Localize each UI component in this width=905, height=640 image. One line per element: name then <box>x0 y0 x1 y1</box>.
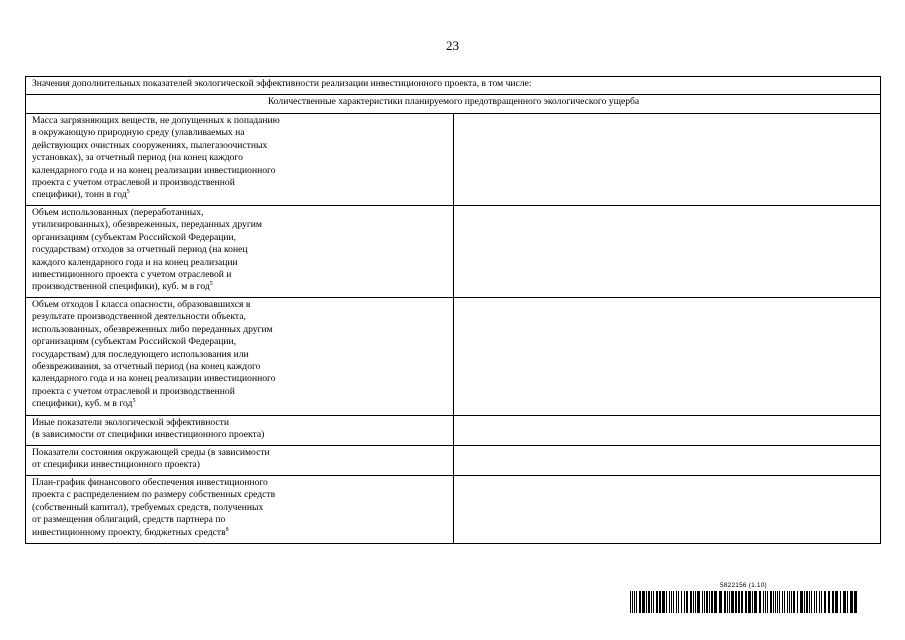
row-label-line: специфики), тонн в год <box>32 189 127 201</box>
table-row <box>26 298 881 416</box>
row-value[interactable] <box>453 114 881 206</box>
row-label <box>26 476 454 544</box>
row-label-line: Объем отходов I класса опасности, образовавшихся в <box>32 299 251 310</box>
table-row <box>26 446 881 476</box>
row-label-line: инвестиционному проекту, бюджетных средств <box>32 526 226 538</box>
row-label <box>26 114 454 206</box>
row-label-line: организациям (субъектам Российской Федерации, <box>32 231 237 243</box>
row-label-line: организациям (субъектам Российской Федерации, <box>32 336 237 348</box>
row-label-line: (собственный капитал), требуемых средств, полученных <box>32 501 264 513</box>
row-label-line: производственной специфики), куб. м в год <box>32 281 210 293</box>
row-value[interactable] <box>453 416 881 446</box>
barcode-number: 5822156 (1.10) <box>720 582 767 589</box>
footnote-marker: 5 <box>132 398 136 405</box>
row-label-line: проекта с учетом отраслевой и производственной <box>32 177 235 189</box>
footnote-marker: 8 <box>225 526 229 533</box>
row-label-line: инвестиционного проекта с учетом отраслевой и <box>32 269 232 281</box>
row-label-line: действующих очистных сооружениях, пылегазоочистных <box>32 139 268 151</box>
row-label-line: результате производственной деятельности объекта, <box>32 311 246 323</box>
barcode <box>630 591 858 613</box>
row-label-line: календарного года и на конец реализации инвестиционного <box>32 164 276 176</box>
row-label-line: от размещения облигаций, средств партнера по <box>32 514 226 526</box>
row-label-line: План-график финансового обеспечения инвестиционного <box>32 477 268 488</box>
row-label-line: Объем использованных (переработанных, <box>32 207 204 218</box>
row-label-line: использованных, обезвреженных либо переданных другим <box>32 323 273 335</box>
footnote-marker: 5 <box>209 281 213 288</box>
row-label-line: установках), за отчетный период (на конец каждого <box>32 152 243 164</box>
footnote-marker: 5 <box>126 189 130 196</box>
table-intro: Значения дополнительных показателей экологической эффективности реализации инвестиционного проекта, в том числе: <box>26 77 881 95</box>
row-value[interactable] <box>453 206 881 298</box>
row-label-line: государствам) отходов за отчетный период (на конец <box>32 244 248 256</box>
row-label <box>26 446 454 476</box>
row-label-line: проекта с распределением по размеру собственных средств <box>32 489 276 501</box>
row-label-line: Масса загрязняющих веществ, не допущенных к попаданию <box>32 115 280 126</box>
row-label-line: обезвреживания, за отчетный период (на конец каждого <box>32 361 261 373</box>
row-label <box>26 206 454 298</box>
row-label-line: (в зависимости от специфики инвестиционного проекта) <box>32 429 265 441</box>
page-number: 23 <box>446 38 459 53</box>
section-heading: Количественные характеристики планируемого предотвращенного экологического ущерба <box>26 95 881 114</box>
table-row <box>26 416 881 446</box>
row-value[interactable] <box>453 298 881 416</box>
row-label-line: каждого календарного года и на конец реализации <box>32 256 238 268</box>
row-label-line: Показатели состояния окружающей среды (в зависимости <box>32 447 270 458</box>
row-value[interactable] <box>453 446 881 476</box>
row-label-line: специфики), куб. м в год <box>32 398 133 410</box>
row-label <box>26 298 454 416</box>
row-label <box>26 416 454 446</box>
row-label-line: государствам) для последующего использования или <box>32 348 249 360</box>
row-label-line: Иные показатели экологической эффективности <box>32 417 229 428</box>
row-label-line: утилизированных), обезвреженных, переданных другим <box>32 219 262 231</box>
row-label-line: календарного года и на конец реализации инвестиционного <box>32 373 276 385</box>
table-row <box>26 206 881 298</box>
row-label-line: проекта с учетом отраслевой и производственной <box>32 385 235 397</box>
table-row <box>26 114 881 206</box>
row-value[interactable] <box>453 476 881 544</box>
row-label-line: в окружающую природную среду (улавливаемых на <box>32 127 245 139</box>
table-row <box>26 476 881 544</box>
row-label-line: от специфики инвестиционного проекта) <box>32 459 200 471</box>
indicator-table <box>25 76 881 544</box>
